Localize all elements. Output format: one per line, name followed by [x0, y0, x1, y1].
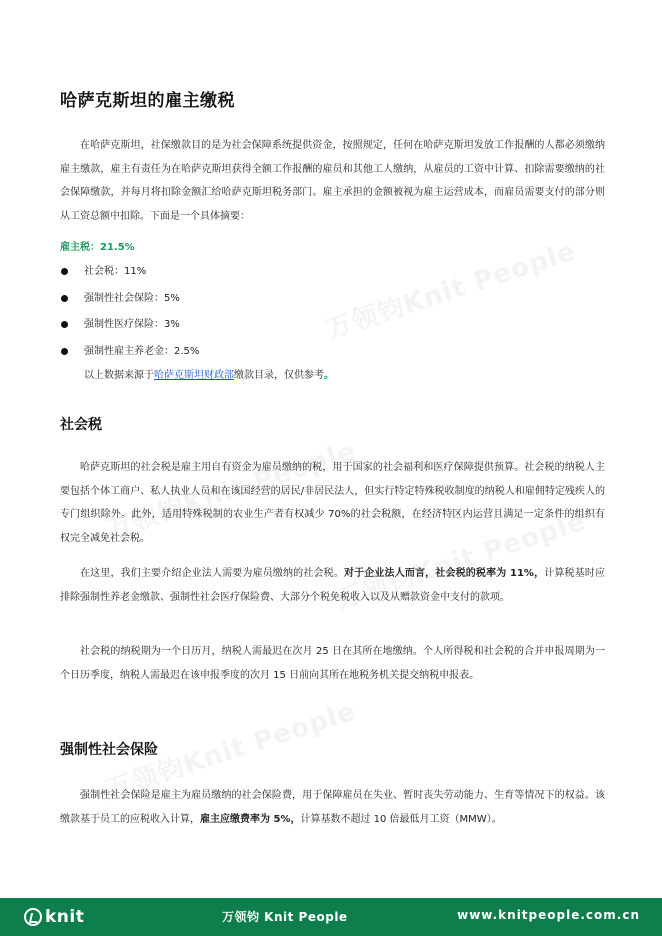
social-tax-paragraph-2	[60, 562, 605, 609]
text-run: 计算基数不超过 10 倍最低月工资（MMW）。	[300, 813, 502, 825]
text-run: 在这里，我们主要介绍企业法人需要为雇员缴纳的社会税。	[80, 568, 344, 579]
text-run: 计算税基时应排除强制性养老金缴款、强制性社会医疗保险费、大部分个税免税收入以及从赠款资金中支付的款项。	[60, 568, 606, 603]
knit-logo	[24, 906, 84, 928]
page-footer	[0, 898, 662, 936]
footer-url[interactable]: www.knitpeople.com.cn	[457, 908, 640, 922]
source-note	[84, 366, 334, 386]
social-tax-paragraph-1: 哈萨克斯坦的社会税是雇主用自有资金为雇员缴纳的税，用于国家的社会福利和医疗保障提供预算。社会税的纳税人主要包括个体工商户、私人执业人员和在该国经营的居民/非居民法人，但实行特定特殊税收制度的纳税人和雇佣特定残疾人的专门组织除外。此外，适用特殊税制的农业生产者有权减少 70%的社会税额，在经济特区内运营且满足一定条件的组织有权完全减免社会税。	[60, 462, 605, 544]
page-title: 哈萨克斯坦的雇主缴税	[60, 91, 235, 111]
insurance-rate: 雇主应缴费率为 5%，	[200, 813, 301, 825]
knit-logo-icon	[24, 908, 42, 926]
list-item: 社会税：11%	[60, 262, 605, 289]
contribution-list	[60, 262, 605, 368]
social-insurance-heading: 强制性社会保险	[60, 742, 158, 758]
list-item: 强制性医疗保险：3%	[60, 315, 605, 342]
ministry-of-finance-link[interactable]: 哈萨克斯坦财政部	[154, 370, 234, 381]
social-tax-paragraph-3: 社会税的纳税期为一个日历月，纳税人需最迟在次月 25 日在其所在地缴纳。个人所得税和社会税的合并申报周期为一个日历季度，纳税人需最迟在该申报季度的次月 15 日前向其所在地税务机关提交纳税申报表。	[60, 646, 605, 681]
social-insurance-paragraph	[60, 784, 605, 831]
list-item: 强制性雇主养老金：2.5%	[60, 342, 605, 369]
social-tax-heading: 社会税	[60, 417, 102, 433]
footer-brand: 万领钧 Knit People	[222, 910, 348, 924]
employer-tax-label: 雇主税：21.5%	[60, 242, 135, 253]
source-prefix: 以上数据来源于	[84, 370, 154, 381]
list-item: 强制性社会保险：5%	[60, 289, 605, 316]
text-run: 强制性社会保险是雇主为雇员缴纳的社会保险费，用于保障雇员在失业、暂时丧失劳动能力、生育等情况下的权益。该缴款基于员工的应税收入计算，	[60, 790, 605, 825]
source-suffix: 缴款目录，仅供参考	[234, 370, 324, 381]
social-tax-rate: 对于企业法人而言，社会税的税率为 11%，	[343, 568, 545, 579]
logo-text: knit	[45, 907, 85, 927]
source-end: 。	[324, 370, 334, 381]
intro-paragraph: 在哈萨克斯坦，社保缴款目的是为社会保障系统提供资金，按照规定，任何在哈萨克斯坦发放工作报酬的人都必须缴纳雇主缴款，雇主有责任为在哈萨克斯坦获得全额工作报酬的雇员和其他工人缴纳，从雇员的工资中计算、扣除需要缴纳的社会保障缴款，并每月将扣除金额汇给哈萨克斯坦税务部门。雇主承担的金额被视为雇主运营成本，而雇员需要支付的部分则从工资总额中扣除。下面是一个具体摘要：	[60, 140, 605, 222]
